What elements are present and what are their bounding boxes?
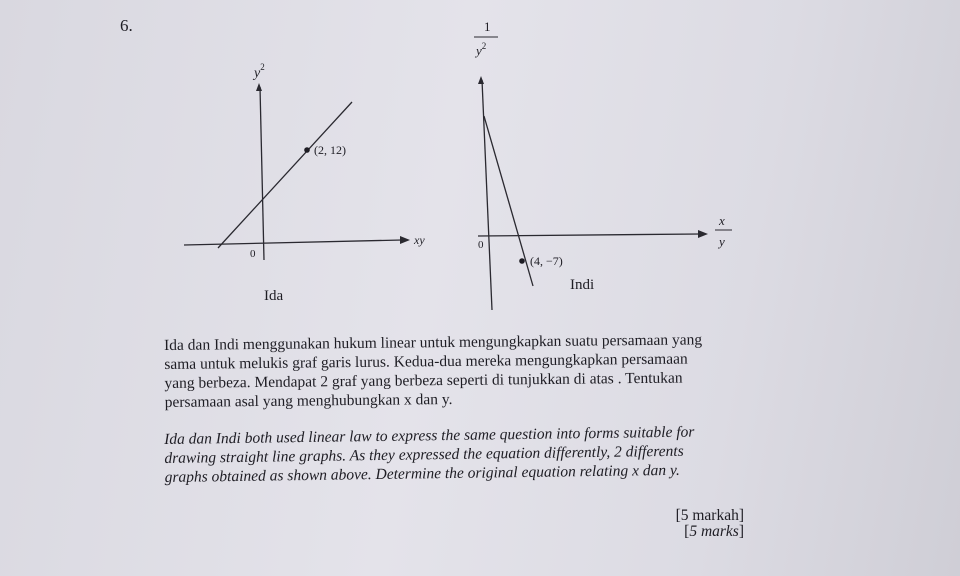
y-axis-label	[474, 19, 498, 58]
text-line: sama untuk melukis graf garis lurus. Kedua-dua mereka mengungkapkan persamaan	[164, 350, 688, 373]
y-axis	[256, 83, 264, 260]
text-line: Ida dan Indi menggunakan hukum linear untuk mengungkapkan suatu persamaan yang	[164, 331, 703, 354]
graph-caption: Ida	[264, 288, 284, 304]
graph-caption: Indi	[570, 277, 595, 293]
data-point	[519, 258, 525, 264]
question-text-english	[164, 422, 735, 487]
text-line: drawing straight line graphs. As they expressed the equation differently, 2 differents	[164, 442, 684, 467]
x-axis-label	[715, 213, 732, 249]
text-line: Ida dan Indi both used linear law to express the same question into forms suitable for	[164, 423, 695, 448]
question-text-malay	[164, 330, 735, 412]
exponent: 2	[260, 62, 265, 72]
data-point	[304, 147, 310, 153]
x-axis	[478, 230, 708, 238]
y-axis-label: $y^2$	[254, 62, 265, 81]
text-line: persamaan asal yang menghubungkan x dan y.	[164, 390, 453, 411]
origin-label: 0	[250, 248, 256, 260]
text-line: yang berbeza. Mendapat 2 graf yang berbeza seperti di tunjukkan di atas . Tentukan	[164, 369, 683, 392]
marks-english: [5 marks]	[684, 523, 744, 540]
svg-text:1: 1	[484, 19, 491, 34]
marks-malay: [5 markah]	[675, 507, 744, 524]
x-axis-label: xy	[414, 233, 425, 247]
exponent: 2	[481, 41, 487, 51]
x-axis	[184, 236, 410, 245]
point-label: (2, 12)	[314, 143, 346, 157]
svg-text:y: y	[719, 234, 725, 249]
svg-text:x: x	[719, 213, 725, 228]
graph-indi	[462, 14, 762, 314]
y-axis	[478, 76, 492, 310]
line-graph-ida	[218, 102, 352, 248]
line-graph-indi	[484, 116, 533, 286]
point-label: (4, −7)	[530, 254, 563, 268]
origin-label: 0	[478, 239, 484, 251]
graph-ida	[180, 55, 440, 305]
svg-text:y2: $y^2$	[476, 41, 487, 58]
text-line: graphs obtained as shown above. Determine the original equation relating x dan y.	[164, 461, 680, 486]
question-number: 6.	[120, 16, 133, 35]
